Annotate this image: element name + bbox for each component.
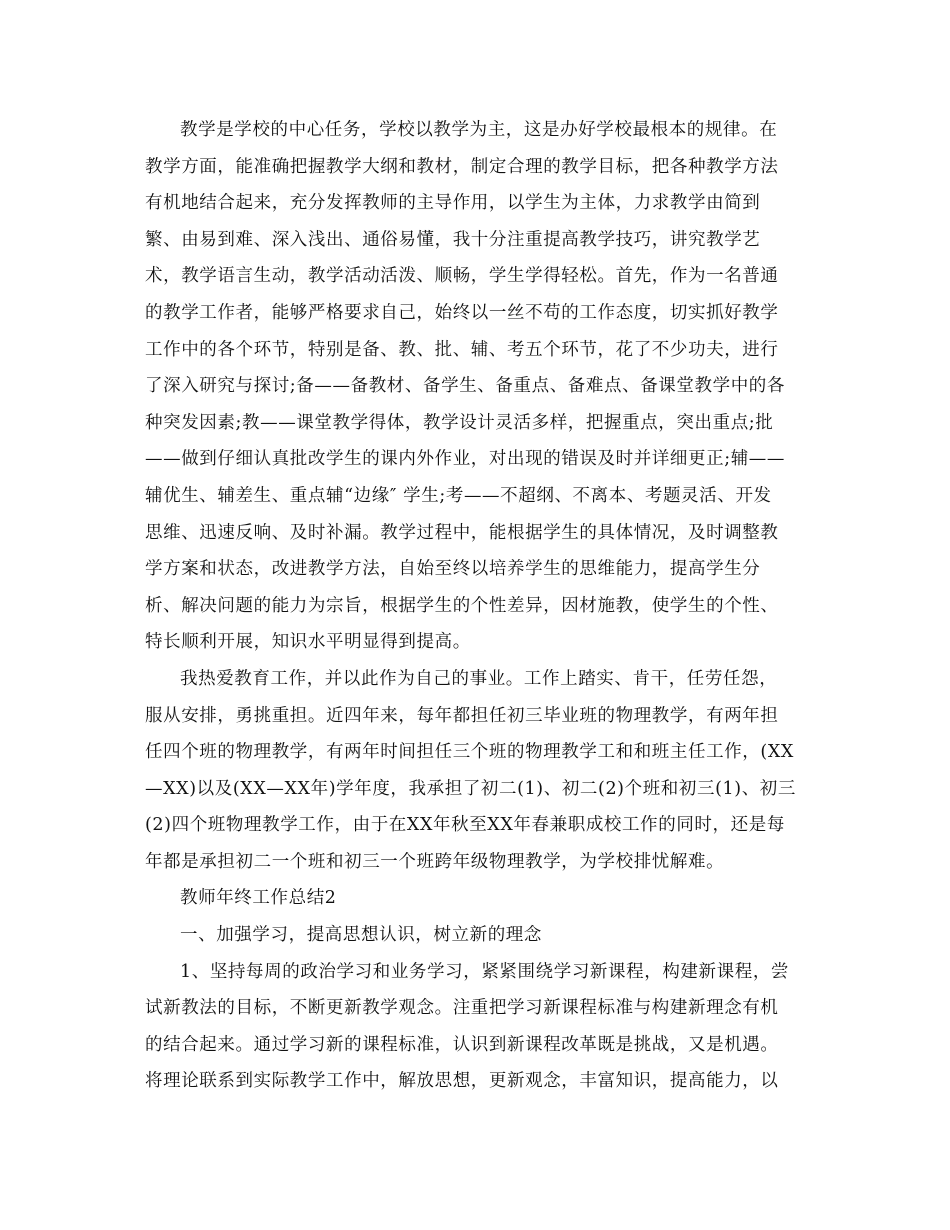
- text-line: (2)四个班物理教学工作，由于在XX年秋至XX年春兼职成校工作的同时，还是每: [145, 815, 785, 836]
- text-line: 思维、迅速反响、及时补漏。教学过程中，能根据学生的具体情况，及时调整教: [145, 522, 779, 543]
- text-line: 任四个班的物理教学，有两年时间担任三个班的物理教学工和和班主任工作，(XX: [145, 742, 794, 763]
- text-line: 析、解决问题的能力为宗旨，根据学生的个性差异，因材施教，使学生的个性、: [145, 595, 779, 616]
- text-line: 了深入研究与探讨;备——备教材、备学生、备重点、备难点、备课堂教学中的各: [145, 376, 785, 397]
- text-line: 工作中的各个环节，特别是备、教、批、辅、考五个环节，花了不少功夫，进行: [145, 339, 779, 360]
- text-line: —XX)以及(XX—XX年)学年度，我承担了初二(1)、初二(2)个班和初三(1)、初三: [145, 778, 796, 799]
- text-line: 有机地结合起来，充分发挥教师的主导作用，以学生为主体，力求教学由简到: [145, 193, 761, 214]
- text-line: 特长顺利开展，知识水平明显得到提高。: [145, 632, 471, 653]
- text-line: 服从安排，勇挑重担。近四年来，每年都担任初三毕业班的物理教学，有两年担: [145, 705, 779, 726]
- text-line: 辅优生、辅差生、重点辅“边缘″ 学生;考——不超纲、不离本、考题灵活、开发: [145, 485, 772, 506]
- text-line: 1、坚持每周的政治学习和业务学习，紧紧围绕学习新课程，构建新课程，尝: [180, 961, 790, 982]
- text-line: 的教学工作者，能够严格要求自己，始终以一丝不苟的工作态度，切实抓好教学: [145, 302, 779, 323]
- text-line: ——做到仔细认真批改学生的课内外作业，对出现的错误及时并详细更正;辅——: [145, 449, 785, 470]
- text-line: 我热爱教育工作，并以此作为自己的事业。工作上踏实、肯干，任劳任怨，: [180, 668, 778, 689]
- text-line: 教师年终工作总结2: [180, 888, 337, 909]
- text-line: 试新教法的目标，不断更新教学观念。注重把学习新课程标准与构建新理念有机: [145, 998, 779, 1019]
- text-line: 繁、由易到难、深入浅出、通俗易懂，我十分注重提高教学技巧，讲究教学艺: [145, 229, 761, 250]
- document-body: [145, 112, 815, 1100]
- text-line: 术，教学语言生动，教学活动活泼、顺畅，学生学得轻松。首先，作为一名普通: [145, 266, 779, 287]
- text-line: 教学是学校的中心任务，学校以教学为主，这是办好学校最根本的规律。在: [180, 120, 778, 140]
- text-line: 一、加强学习，提高思想认识，树立新的理念: [180, 925, 542, 946]
- text-line: 将理论联系到实际教学工作中，解放思想，更新观念，丰富知识，提高能力，以: [145, 1071, 779, 1092]
- text-line: 年都是承担初二一个班和初三一个班跨年级物理教学，为学校排忧解难。: [145, 851, 725, 872]
- text-line: 的结合起来。通过学习新的课程标准，认识到新课程改革既是挑战，又是机遇。: [145, 1034, 779, 1055]
- text-line: 学方案和状态，改进教学方法，自始至终以培养学生的思维能力，提高学生分: [145, 559, 761, 580]
- text-line: 教学方面，能准确把握教学大纲和教材，制定合理的教学目标，把各种教学方法: [145, 156, 779, 177]
- text-line: 种突发因素;教——课堂教学得体，教学设计灵活多样，把握重点，突出重点;批: [145, 412, 774, 433]
